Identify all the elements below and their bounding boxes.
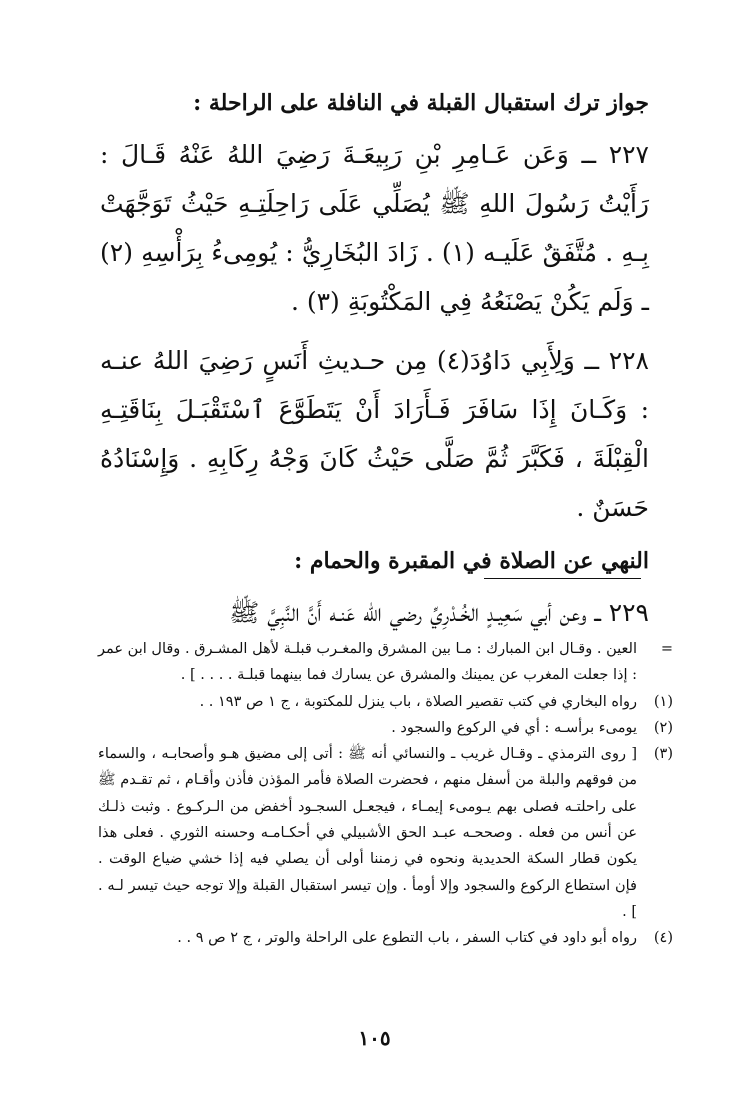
footnote-text: رواه البخاري في كتب تقصير الصلاة ، باب ينزل للمكتوبة ، ج ١ ص ١٩٣ . . — [199, 693, 637, 710]
footnote-marker: (٣) — [653, 746, 673, 763]
section-heading-cemetery: النهي عن الصلاة في المقبرة والحمام : — [294, 548, 649, 574]
footnotes — [98, 636, 673, 952]
footnote-text: رواه أبو داود في كتاب السفر ، باب التطوع على الراحلة والوتر ، ج ٢ ص ٩ . . — [177, 930, 637, 947]
footnote-marker: = — [660, 641, 673, 657]
main-text — [100, 88, 649, 651]
footnote-marker: (٢) — [653, 719, 673, 736]
hadith-227: ٢٢٧ ــ وَعَن عَـامِرِ بْنِ رَبِيعَـةَ رَضِيَ اللهُ عَنْهُ قَـالَ : رَأَيْتُ رَسُولَ اللهِ ﷺ يُصَلِّي عَلَى رَاحِلَتِـهِ حَيْثُ تَوَجَّهَتْ بِـهِ . مُتَّفَقٌ عَلَيـه (١) . زَادَ البُخَارِيُّ : يُومِىءُ بِرَأْسِهِ (٢) ـ وَلَم يَكُنْ يَصْنَعُهُ فِي المَكْتُوبَةِ (٣) . — [100, 140, 649, 316]
hadith-228: ٢٢٨ ــ وَلِأَبِي دَاوُدَ(٤) مِن حـديثِ أَنَسٍ رَضِيَ اللهُ عنـه : وَكَـانَ إِذَا سَافَرَ فَـأَرَادَ أَنْ يَتَطَوَّعَ ٱسْتَقْبَـلَ بِنَاقَتِـهِ الْقِبْلَةَ ، فَكَبَّرَ ثُمَّ صَلَّى حَيْثُ كَانَ وَجْهُ رِكَابِهِ . وَإِسْنَادُهُ حَسَنٌ . — [100, 346, 649, 522]
section-heading-qibla: جواز ترك استقبال القبلة في النافلة على الراحلة : — [193, 90, 649, 116]
footnote-2 — [98, 715, 673, 741]
footnote-marker: (١) — [653, 693, 673, 710]
footnote-3 — [98, 741, 673, 925]
footnote-continued — [98, 636, 673, 689]
footnote-text: العين . وقـال ابن المبارك : مـا بين المشرق والمغـرب قبلـة لأهل المشـرق . وقال ابن عمر : إذا جعلت المغرب عن يمينك والمشرق عن يسارك فما بينهما قبلـة . . . . ] . — [98, 641, 637, 684]
footnote-divider — [484, 578, 641, 579]
footnote-1 — [98, 689, 673, 715]
page-number: ١٠٥ — [358, 1026, 391, 1050]
footnote-4 — [98, 925, 673, 951]
footnote-marker: (٤) — [653, 930, 673, 947]
footnote-text: [ روى الترمذي ـ وقـال غريب ـ والنسائي أنه ﷺ : أتى إلى مضيق هـو وأصحابـه ، والسماء من فوقهم والبلة من أسفل منهم ، فحضرت الصلاة فأمر المؤذن فأذن وأقـام ، ثم تقـدم ﷺ على راحلتـه فصلى بهم يـومىء إيمـاء ، فيجعـل السجـود أخفض من الـركـوع . وثبت ذلـك عن أنس من فعله . وصححـه عبـد الحق الأشبيلي في أحكـامـه وحسنه الثوري . فعلى هذا يكون قطار السكة الحديدية ونحوه في زمننا أولى أن يصلي فيه إذا خشي ضياع الوقت . فإن استطاع الركوع والسجود وإلا أومأ . وإن تيسر استقبال القبلة وإلا توجه حيث تيسر لـه . ] . — [98, 746, 637, 920]
footnote-text: يومىء برأسـه : أي في الركوع والسجود . — [391, 719, 637, 736]
hadith-229: ٢٢٩ ــ وعن أبي سَعِيـدٍ الخُـدْرِيِّ رضي الله عَنـه أَنَّ النَّبِيَّ ﷺ — [229, 598, 649, 627]
